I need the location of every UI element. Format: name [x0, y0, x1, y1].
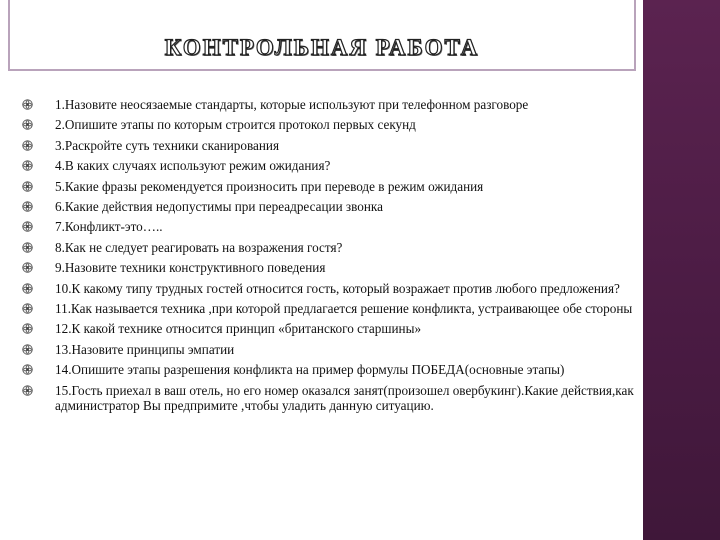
flower-bullet-icon — [22, 385, 33, 396]
list-item — [20, 260, 646, 275]
question-text: 10.К какому типу трудных гостей относится гость, который возражает против любого предложения? — [55, 280, 620, 296]
list-item — [20, 383, 646, 414]
flower-bullet-icon — [22, 283, 33, 294]
question-text: 11.Как называется техника ,при которой предлагается решение конфликта, устраивающее обе стороны — [55, 301, 633, 317]
flower-bullet-icon — [22, 262, 33, 273]
question-text: 14.Опишите этапы разрешения конфликта на пример формулы ПОБЕДА(основные этапы) — [55, 362, 565, 378]
list-item — [20, 342, 646, 357]
flower-bullet-icon — [22, 303, 33, 314]
flower-bullet-icon — [22, 201, 33, 212]
question-text: 4.В каких случаях используют режим ожидания? — [55, 158, 331, 174]
flower-bullet-icon — [22, 323, 33, 334]
list-item — [20, 240, 646, 255]
flower-bullet-icon — [22, 181, 33, 192]
list-item — [20, 179, 646, 194]
question-text: 12.К какой технике относится принцип «британского старшины» — [55, 321, 422, 337]
flower-bullet-icon — [22, 364, 33, 375]
flower-bullet-icon — [22, 221, 33, 232]
question-text: 13.Назовите принципы эмпатии — [55, 341, 235, 357]
flower-bullet-icon — [22, 344, 33, 355]
question-text: 8.Как не следует реагировать на возражения гостя? — [55, 239, 343, 255]
question-text: 5.Какие фразы рекомендуется произносить при переводе в режим ожидания — [55, 178, 484, 194]
list-item — [20, 138, 646, 153]
list-item — [20, 158, 646, 173]
question-text: 9.Назовите техники конструктивного поведения — [55, 260, 326, 276]
question-text: 1.Назовите неосязаемые стандарты, которые используют при телефонном разговоре — [55, 97, 529, 112]
list-item — [20, 97, 646, 112]
title-box — [8, 0, 636, 71]
question-text: 7.Конфликт-это….. — [55, 219, 163, 235]
question-text: 15.Гость приехал в ваш отель, но его номер оказался занят(произошел овербукинг).Какие действия,как администратор Вы предпримите ,чтобы уладить данную ситуацию. — [55, 382, 634, 414]
flower-bullet-icon — [22, 160, 33, 171]
flower-bullet-icon — [22, 119, 33, 130]
flower-bullet-icon — [22, 99, 33, 110]
slide-title: КОНТРОЛЬНАЯ РАБОТА — [164, 35, 480, 60]
list-item — [20, 199, 646, 214]
list-item — [20, 281, 646, 296]
list-item — [20, 117, 646, 132]
list-item — [20, 321, 646, 336]
flower-bullet-icon — [22, 242, 33, 253]
decorative-side-band — [643, 0, 720, 540]
question-text: 2.Опишите этапы по которым строится протокол первых секунд — [55, 117, 416, 133]
flower-bullet-icon — [22, 140, 33, 151]
list-item — [20, 301, 646, 316]
question-list — [20, 97, 646, 419]
list-item — [20, 219, 646, 234]
question-text: 3.Раскройте суть техники сканирования — [55, 137, 280, 153]
question-text: 6.Какие действия недопустимы при переадресации звонка — [55, 199, 383, 215]
list-item — [20, 362, 646, 377]
